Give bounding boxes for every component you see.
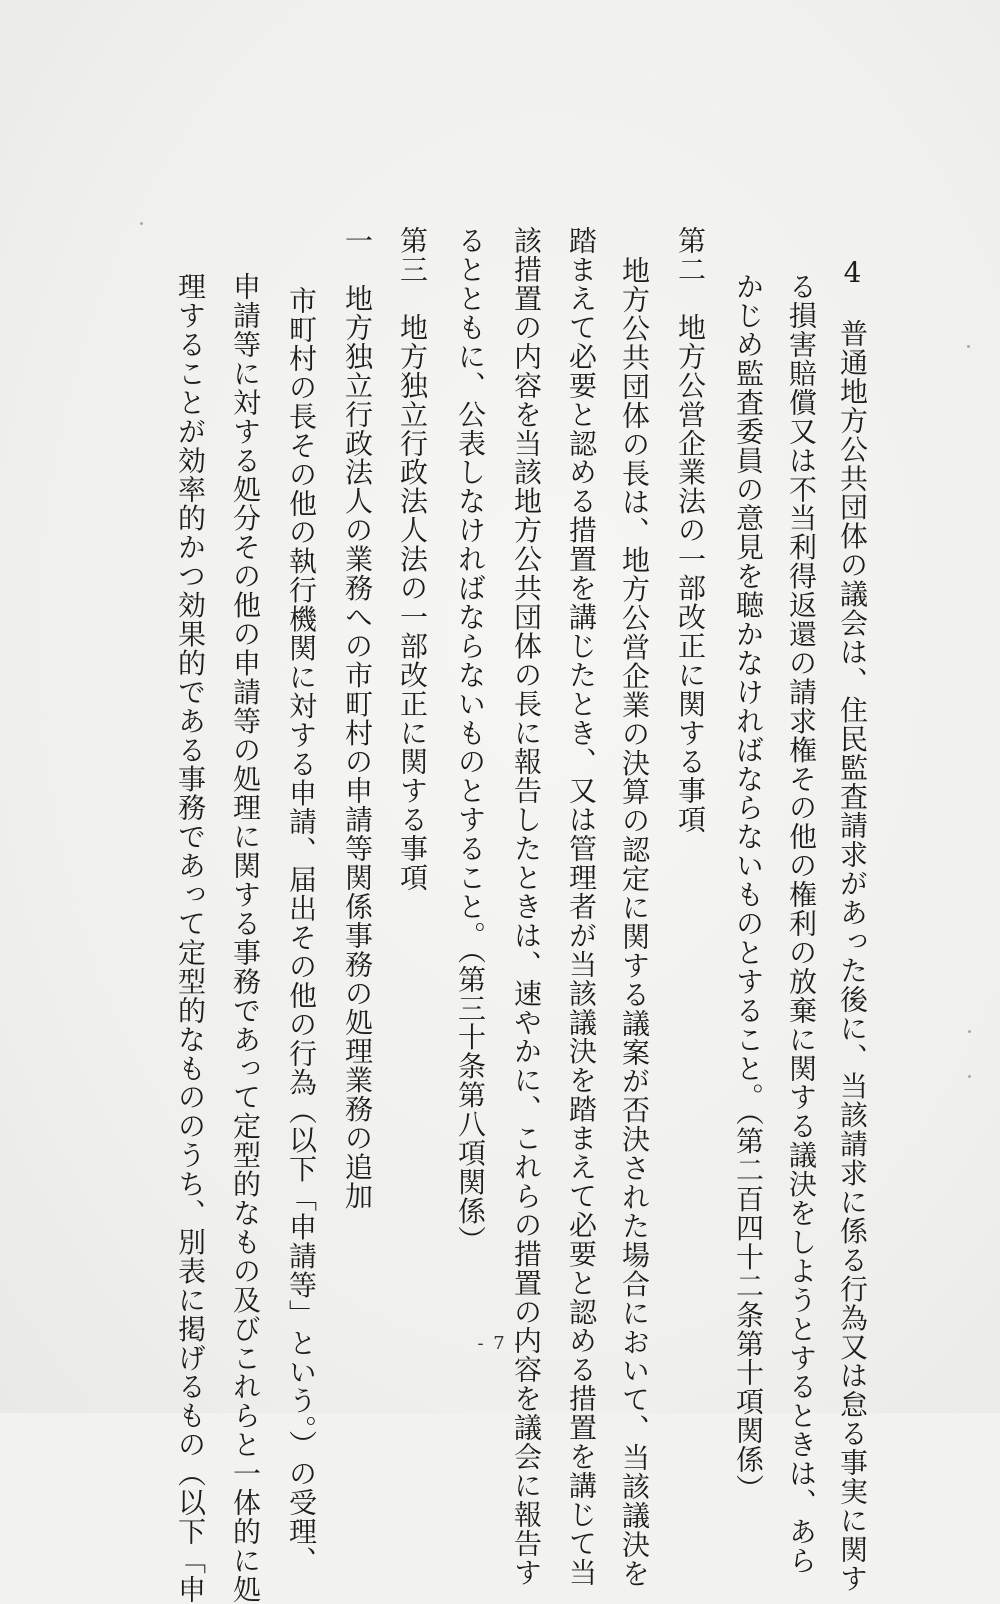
section-2-paragraph-line-2: 踏まえて必要と認める措置を講じたとき、又は管理者が当該議決を踏まえて必要と認める措置を講じて当 — [565, 226, 598, 1587]
item-4-line-3: かじめ監査委員の意見を聴かなければならないものとすること。（第二百四十二条第十項関係） — [732, 272, 765, 1503]
item-4-line-2: る損害賠償又は不当利得返還の請求権その他の権利の放棄に関する議決をしようとするときは、あら — [785, 272, 818, 1575]
paper-speck — [140, 222, 143, 225]
paper-speck — [968, 1075, 971, 1078]
page-number: - 7 - — [477, 1333, 523, 1354]
section-3-item-1-line-2: 申請等に対する処分その他の申請等の処理に関する事務であって定型的なもの及びこれらと一体的に処 — [229, 272, 262, 1604]
paper-speck — [968, 1030, 971, 1033]
paper-speck — [967, 345, 970, 348]
section-3-item-1-line-3: 理することが効率的かつ効果的である事務であって定型的なもののうち、別表に掲げるもの（以下「申 — [174, 272, 207, 1604]
section-2-paragraph-line-1: 地方公共団体の長は、地方公営企業の決算の認定に関する議案が否決された場合において、当該議決を — [618, 256, 651, 1588]
section-3-heading: 第三 地方独立行政法人法の一部改正に関する事項 — [396, 226, 429, 892]
section-2-heading: 第二 地方公営企業法の一部改正に関する事項 — [674, 226, 707, 834]
section-2-paragraph-line-4: るとともに、公表しなければならないものとすること。（第三十条第八項関係） — [454, 226, 487, 1255]
section-3-item-1-line-1: 市町村の長その他の執行機関に対する申請、届出その他の行為（以下「申請等」という。）の受理、 — [285, 286, 318, 1575]
item-4-line-1: 4 普通地方公共団体の議会は、住民監査請求があった後に、当該請求に係る行為又は怠る事実に関す — [836, 256, 869, 1593]
section-2-paragraph-line-3: 該措置の内容を当該地方公共団体の長に報告したときは、速やかに、これらの措置の内容を議会に報告す — [510, 226, 543, 1587]
section-3-item-1-heading: 一 地方独立行政法人の業務への市町村の申請等関係事務の処理業務の追加 — [341, 226, 374, 1211]
